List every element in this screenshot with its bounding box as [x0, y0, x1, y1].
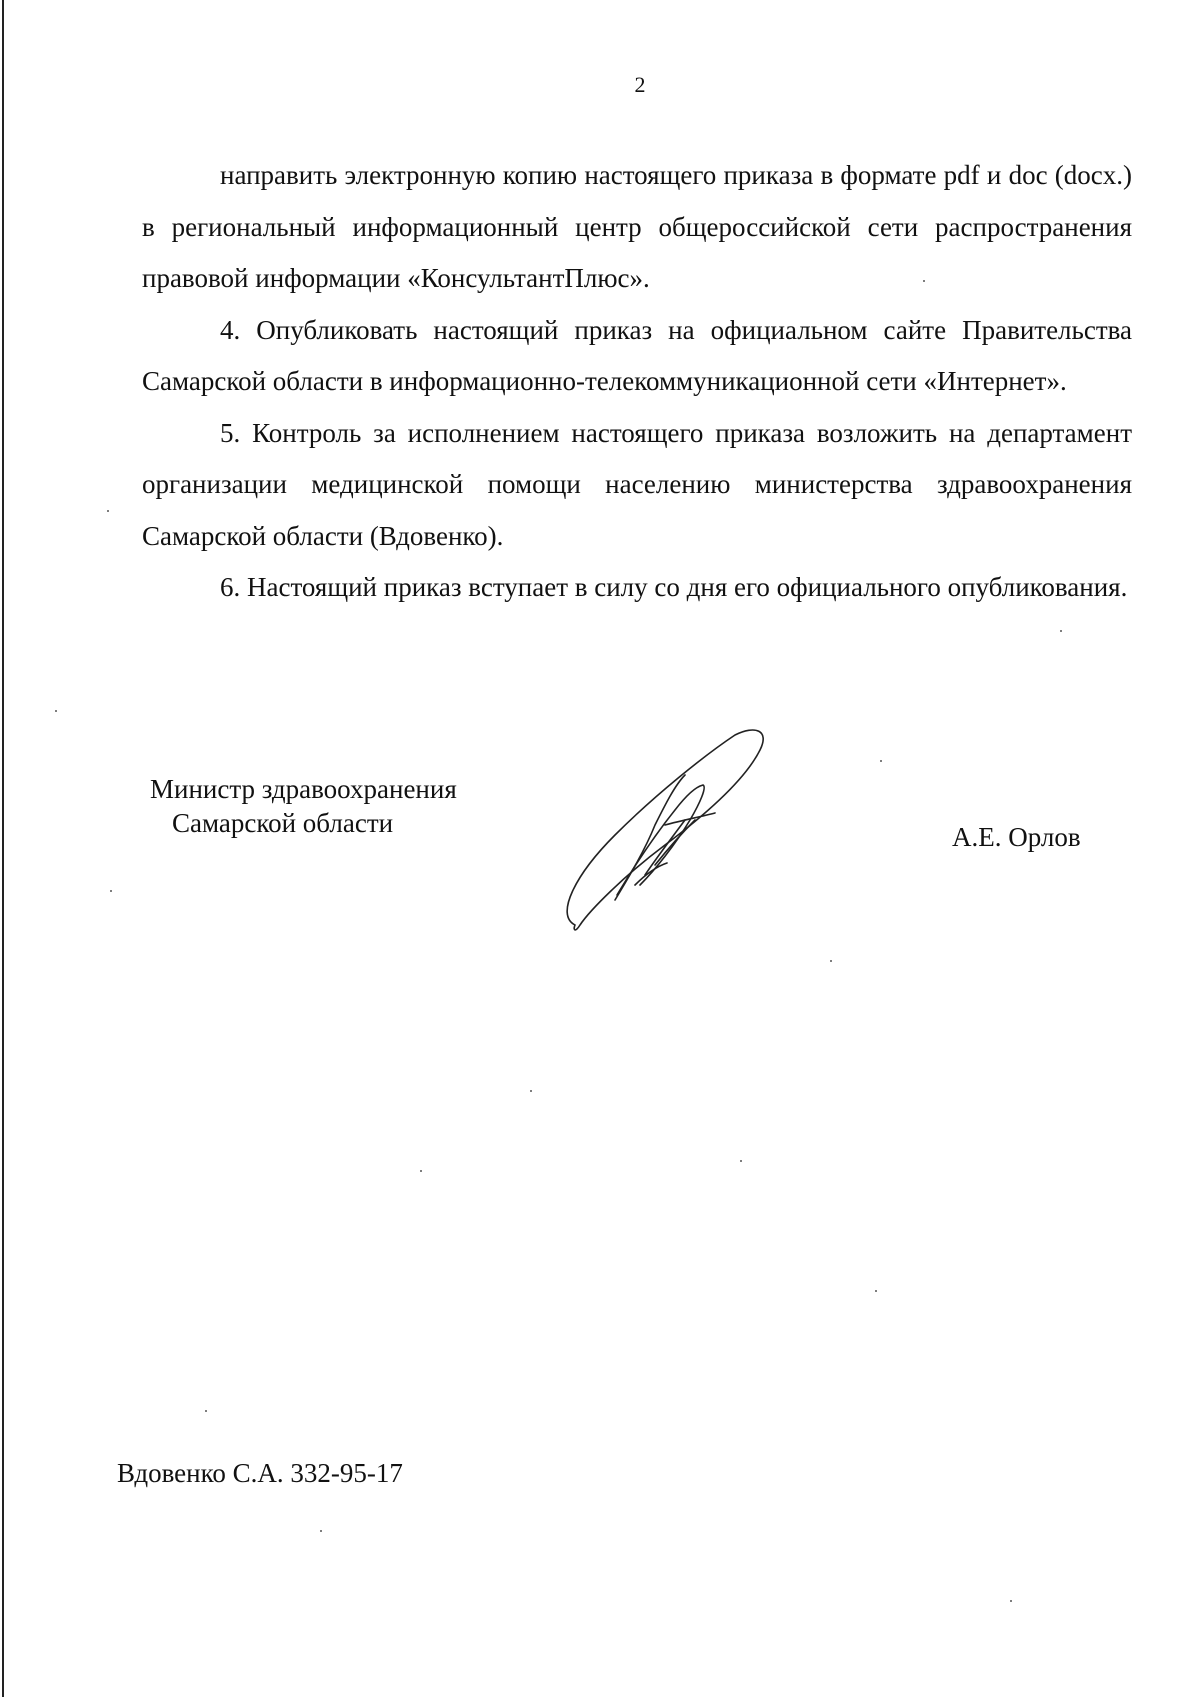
paragraph-6: 6. Настоящий приказ вступает в силу со дня его официального опубликования. [220, 572, 1128, 602]
signatory-title-line2: Самарской области [172, 808, 394, 838]
scan-speck [830, 960, 832, 962]
scan-speck [740, 1160, 742, 1162]
executor-contact: Вдовенко С.А. 332-95-17 [117, 1458, 403, 1488]
scan-edge-line [2, 0, 4, 1697]
scan-speck [875, 1290, 877, 1292]
paragraph-continuation: направить электронную копию настоящего приказа в формате pdf и doc (docx.) в региональный информационный центр общероссийской сети распространения правовой информации «КонсультантПлюс». [142, 160, 1132, 293]
scan-speck [1010, 1600, 1012, 1602]
page-number: 2 [634, 72, 646, 97]
paragraph-5: 5. Контроль за исполнением настоящего приказа возложить на департамент организации медицинской помощи населению министерства здравоохранения Самарской области (Вдовенко). [142, 417, 1132, 551]
scan-speck [55, 710, 57, 712]
signatory-title [150, 772, 457, 840]
document-body [142, 150, 1132, 614]
signatory-title-line1: Министр здравоохранения [150, 774, 457, 804]
scan-speck [1060, 630, 1062, 632]
scan-speck [420, 1170, 422, 1172]
handwritten-signature [555, 725, 795, 945]
scan-speck [205, 1410, 207, 1412]
signatory-name: А.Е. Орлов [952, 822, 1081, 852]
scan-speck [110, 890, 112, 892]
scan-speck [923, 280, 925, 282]
scan-speck [107, 510, 109, 512]
scan-speck [320, 1530, 322, 1532]
scan-speck [880, 760, 882, 762]
scan-speck [530, 1090, 532, 1092]
paragraph-4: 4. Опубликовать настоящий приказ на официальном сайте Правительства Самарской области в информационно-телекоммуникационной сети «Интернет». [142, 314, 1132, 396]
